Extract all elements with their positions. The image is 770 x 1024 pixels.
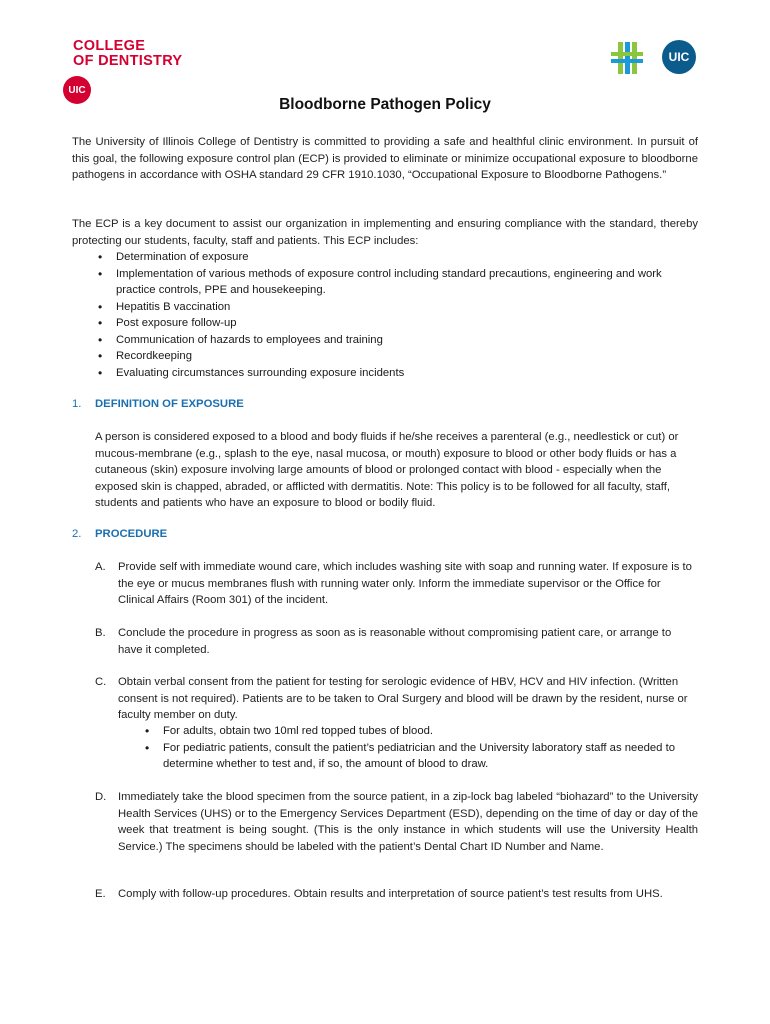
list-item: • Recordkeeping [94,348,698,365]
section1-paragraph: A person is considered exposed to a blood and body fluids if he/she receives a parenteral (e.g., needlestick or cut) or mucous-membrane (e.g., splash to the eye, nasal mucosa, or mouth) exposure to blood or other body fluids or has a cutaneous (skin) exposure involving large amounts of blood or prolonged contact with blood - especially when the exposed skin is chapped, abraded, or afflicted with dermatitis. Note: This policy is to be followed for all faculty, staff, students and patients who have an exposure to blood or bodily fluid. [95,431,679,509]
list-item: • Post exposure follow-up [94,315,698,332]
list-item: • Implementation of various methods of exposure control including standard precautions, engineering and work practice controls, PPE and housekeeping. [94,266,698,299]
step-b-letter: B. [95,627,106,639]
uic-circle-logo-icon: UIC [662,40,696,74]
step-d-letter: D. [95,791,107,803]
list-item: • Evaluating circumstances surrounding exposure incidents [94,365,698,382]
medical-cross-logo-icon [609,40,645,76]
step-a-letter: A. [95,561,106,573]
step-c-letter: C. [95,676,107,688]
list-item: • Hepatitis B vaccination [94,299,698,316]
ecp-items-list [94,249,698,381]
section2-heading: PROCEDURE [95,528,168,540]
page-title: Bloodborne Pathogen Policy [279,96,491,113]
ecp-intro-paragraph: The ECP is a key document to assist our organization in implementing and ensuring compliance with the standard, thereby protecting our students, faculty, staff and patients. This ECP includes: [72,218,698,247]
list-item: • For adults, obtain two 10ml red topped tubes of blood. [141,723,698,740]
section1-heading: DEFINITION OF EXPOSURE [95,398,244,410]
step-a-text: Provide self with immediate wound care, which includes washing site with soap and running water. If exposure is to the eye or mucus membranes flush with running water only. Inform the immediate supervisor or the Office for Clinical Affairs (Room 301) of the incident. [118,561,692,606]
step-c-bullets [141,723,698,773]
college-of-dentistry-logo [73,39,182,69]
section2-number: 2. [72,528,82,540]
uic-logo-icon: UIC [63,76,91,104]
college-line1: COLLEGE [73,38,146,54]
section1-number: 1. [72,398,82,410]
list-item: • For pediatric patients, consult the patient’s pediatrician and the University laboratory staff as needed to determine whether to test and, if so, the amount of blood to draw. [141,740,698,773]
step-d-text: Immediately take the blood specimen from the source patient, in a zip-lock bag labeled “biohazard” to the University Health Services (UHS) or to the Emergency Services Department (ESD), depending on the time of day or day of the week that treatment is being sought. (This is the only instance in which students will use the University Health Service.) The specimens should be labeled with the patient’s Dental Chart ID Number and Name. [118,791,698,853]
step-b-text: Conclude the procedure in progress as soon as is reasonable without compromising patient care, or arrange to have it completed. [118,627,672,656]
list-item: • Determination of exposure [94,249,698,266]
step-c-text: Obtain verbal consent from the patient for testing for serologic evidence of HBV, HCV and HIV infection. (Written consent is not required). Patients are to be taken to Oral Surgery and blood will be drawn by the resident, nurse or faculty member on duty. [118,676,688,721]
intro-paragraph: The University of Illinois College of Dentistry is committed to providing a safe and healthful clinic environment. In pursuit of this goal, the following exposure control plan (ECP) is provided to eliminate or minimize occupational exposure to bloodborne pathogens in accordance with OSHA standard 29 CFR 1910.1030, “Occupational Exposure to Bloodborne Pathogens.” [72,136,698,181]
college-line2: OF DENTISTRY [73,53,183,69]
list-item: • Communication of hazards to employees and training [94,332,698,349]
step-e-letter: E. [95,888,106,900]
step-e-text: Comply with follow-up procedures. Obtain results and interpretation of source patient’s test results from UHS. [118,888,663,900]
